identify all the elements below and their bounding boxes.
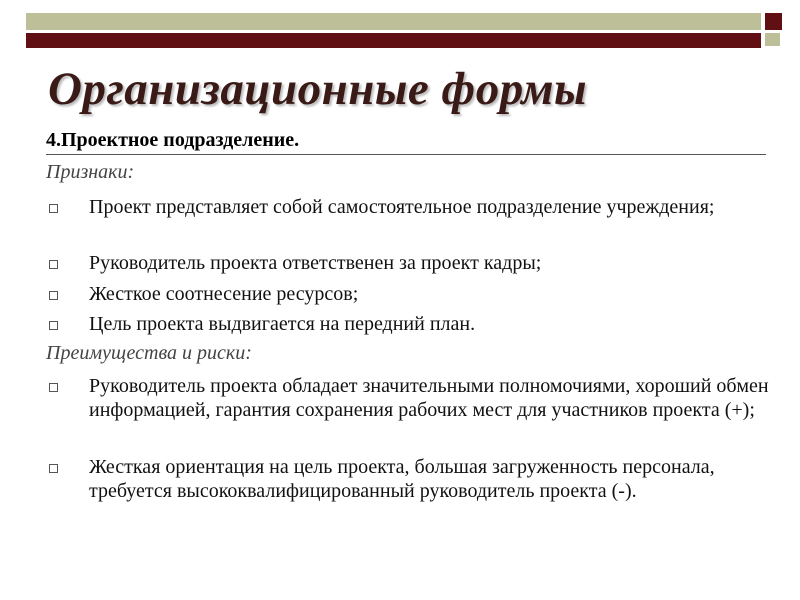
- square-bullet-icon: [49, 383, 58, 392]
- square-bullet-icon: [49, 464, 58, 473]
- list-item: [46, 455, 776, 503]
- list-item-text: Цель проекта выдвигается на передний план.: [89, 313, 476, 335]
- slide-title: Организационные формы: [48, 63, 588, 115]
- list-item-text: Руководитель проекта обладает значительными полномочиями, хороший обмен информацией, гарантия сохранения рабочих мест для участников проекта (+);: [89, 375, 769, 421]
- list-item-text: Жесткая ориентация на цель проекта, большая загруженность персонала, требуется высококвалифицированный руководитель проекта (-).: [89, 456, 715, 502]
- corner-square-olive: [765, 33, 780, 46]
- list-item: [46, 195, 776, 219]
- square-bullet-icon: [49, 260, 58, 269]
- subtitle-divider: [46, 154, 766, 155]
- square-bullet-icon: [49, 321, 58, 330]
- header-bar-olive: [26, 13, 761, 30]
- list-item: [46, 374, 776, 422]
- list-item: [46, 282, 776, 306]
- list-item-text: Проект представляет собой самостоятельное подразделение учреждения;: [89, 196, 715, 218]
- list-item: [46, 312, 776, 336]
- square-bullet-icon: [49, 204, 58, 213]
- corner-square-maroon: [765, 13, 782, 30]
- section-heading-advantages-risks: Преимущества и риски:: [46, 342, 252, 364]
- header-bar-maroon: [26, 33, 761, 48]
- section-heading-features: Признаки:: [46, 161, 135, 183]
- square-bullet-icon: [49, 291, 58, 300]
- slide-subtitle: 4.Проектное подразделение.: [46, 129, 300, 151]
- list-item-text: Руководитель проекта ответственен за проект кадры;: [89, 252, 542, 274]
- list-item: [46, 251, 776, 275]
- list-item-text: Жесткое соотнесение ресурсов;: [89, 283, 359, 305]
